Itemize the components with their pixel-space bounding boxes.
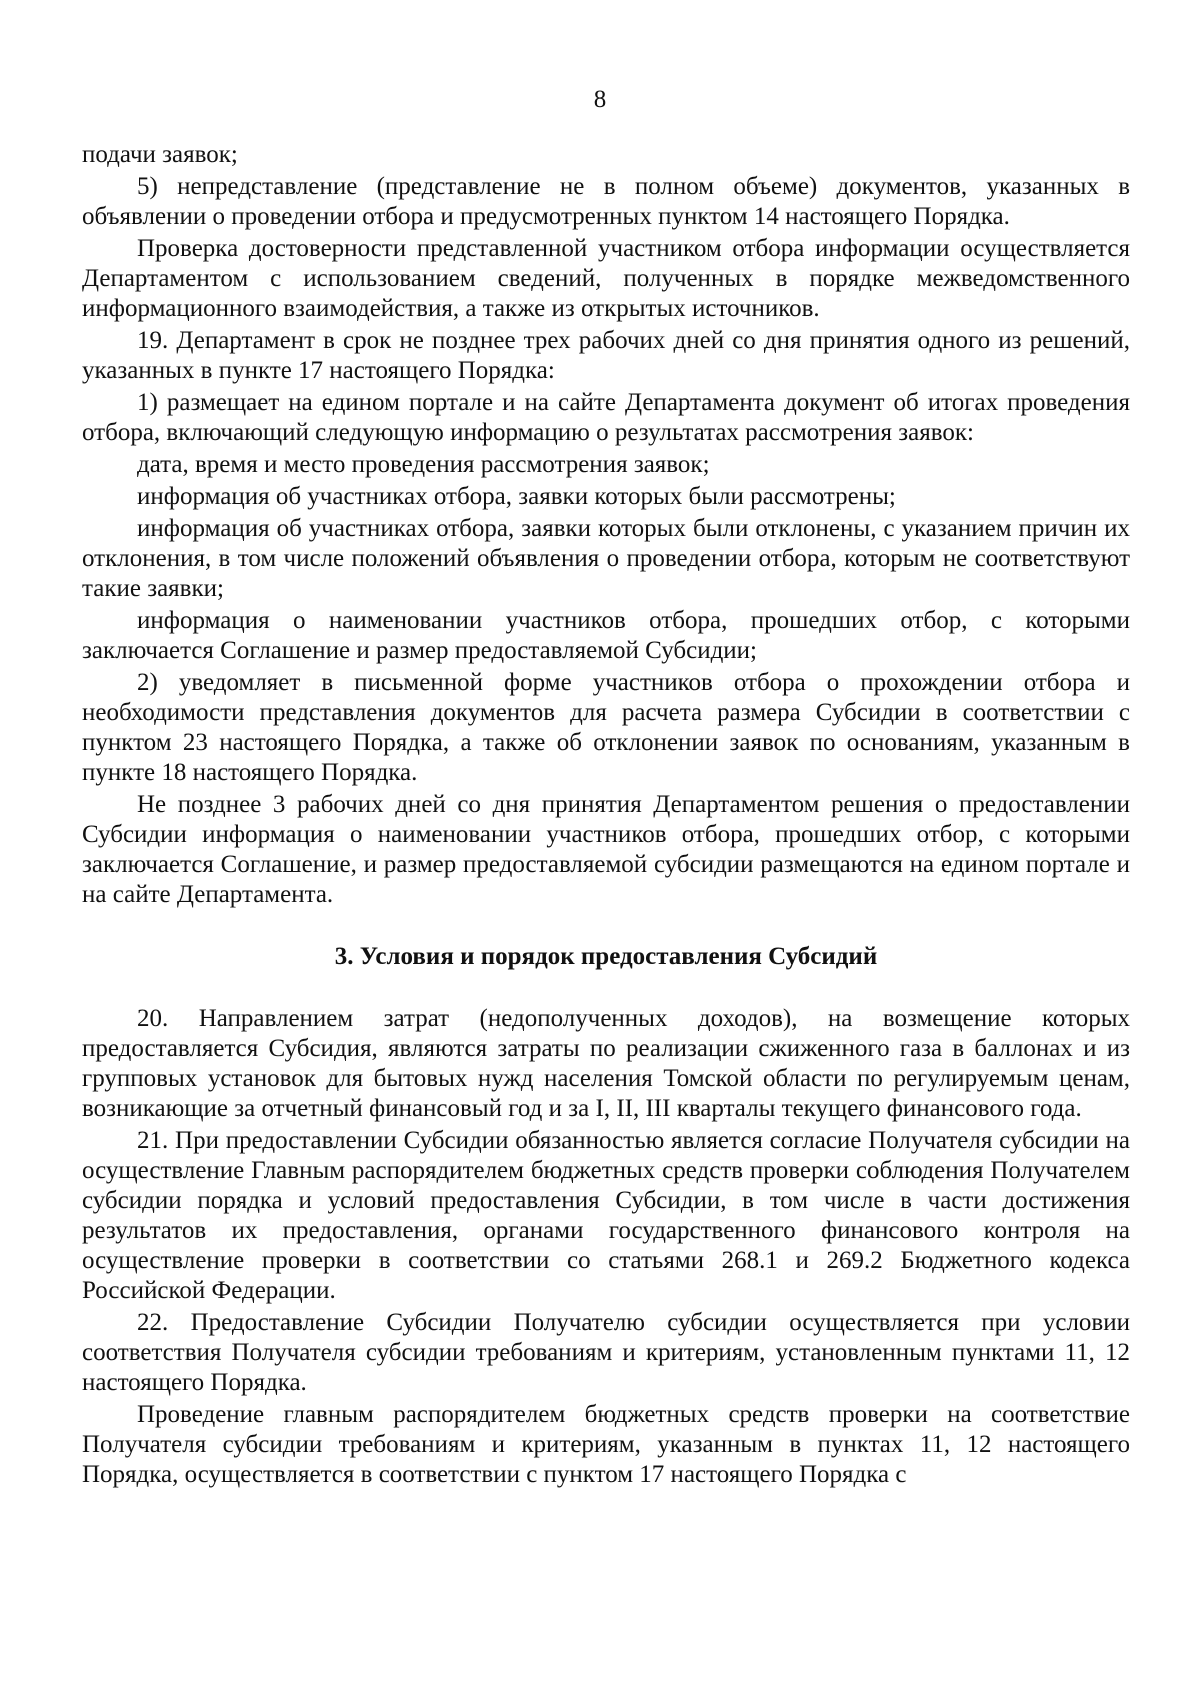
paragraph-verification: Проверка достоверности представленной участником отбора информации осуществляется Департаментом с использованием сведений, полученных в порядке межведомственного информационного взаимодействия, а также из открытых источников. bbox=[82, 235, 1130, 322]
paragraph-check-procedure: Проведение главным распорядителем бюджетных средств проверки на соответствие Получателя субсидии требованиям и критериям, указанным в пунктах 11, 12 настоящего Порядка, осуществляется в соответствии с пунктом 17 настоящего Порядка с bbox=[82, 1401, 1130, 1488]
paragraph-subclause-1: 1) размещает на едином портале и на сайте Департамента документ об итогах проведения отбора, включающий следующую информацию о результатах рассмотрения заявок: bbox=[82, 389, 1130, 446]
paragraph-clause-21: 21. При предоставлении Субсидии обязанностью является согласие Получателя субсидии на осуществление Главным распорядителем бюджетных средств проверки соблюдения Получателем субсидии порядка и условий предоставления Субсидии, в том числе в части достижения результатов их предоставления, органами государственного финансового контроля на осуществление проверки в соответствии со статьями 268.1 и 269.2 Бюджетного кодекса Российской Федерации. bbox=[82, 1127, 1130, 1304]
page-number: 8 bbox=[593, 86, 607, 113]
paragraph-publication: Не позднее 3 рабочих дней со дня принятия Департаментом решения о предоставлении Субсидии информация о наименовании участников отбора, прошедших отбор, с которыми заключается Соглашение, и размер предоставляемой субсидии размещаются на едином портале и на сайте Департамента. bbox=[82, 791, 1130, 908]
paragraph-list-date: дата, время и место проведения рассмотрения заявок; bbox=[137, 451, 710, 478]
paragraph-list-rejected: информация об участниках отбора, заявки которых были отклонены, с указанием причин их отклонения, в том числе положений объявления о проведении отбора, которым не соответствуют такие заявки; bbox=[82, 515, 1130, 602]
paragraph-clause-22: 22. Предоставление Субсидии Получателю субсидии осуществляется при условии соответствия Получателя субсидии требованиям и критериям, установленным пунктами 11, 12 настоящего Порядка. bbox=[82, 1309, 1130, 1396]
paragraph-clause-19: 19. Департамент в срок не позднее трех рабочих дней со дня принятия одного из решений, указанных в пункте 17 настоящего Порядка: bbox=[82, 327, 1130, 384]
paragraph-item-5: 5) непредставление (представление не в полном объеме) документов, указанных в объявлении о проведении отбора и предусмотренных пунктом 14 настоящего Порядка. bbox=[82, 173, 1130, 230]
paragraph-clause-20: 20. Направлением затрат (недополученных доходов), на возмещение которых предоставляется Субсидия, являются затраты по реализации сжиженного газа в баллонах и из групповых установок для бытовых нужд населения Томской области по регулируемым ценам, возникающие за отчетный финансовый год и за I, II, III кварталы текущего финансового года. bbox=[82, 1005, 1130, 1122]
paragraph-continuation: подачи заявок; bbox=[82, 141, 238, 168]
document-body bbox=[82, 140, 1130, 1492]
paragraph-list-reviewed: информация об участниках отбора, заявки которых были рассмотрены; bbox=[137, 483, 896, 510]
paragraph-list-passed: информация о наименовании участников отбора, прошедших отбор, с которыми заключается Соглашение и размер предоставляемой Субсидии; bbox=[82, 607, 1130, 664]
section-heading: 3. Условия и порядок предоставления Субсидий bbox=[334, 943, 878, 970]
paragraph-subclause-2: 2) уведомляет в письменной форме участников отбора о прохождении отбора и необходимости представления документов для расчета размера Субсидии в соответствии с пунктом 23 настоящего Порядка, а также об отклонении заявок по основаниям, указанным в пункте 18 настоящего Порядка. bbox=[82, 669, 1130, 786]
